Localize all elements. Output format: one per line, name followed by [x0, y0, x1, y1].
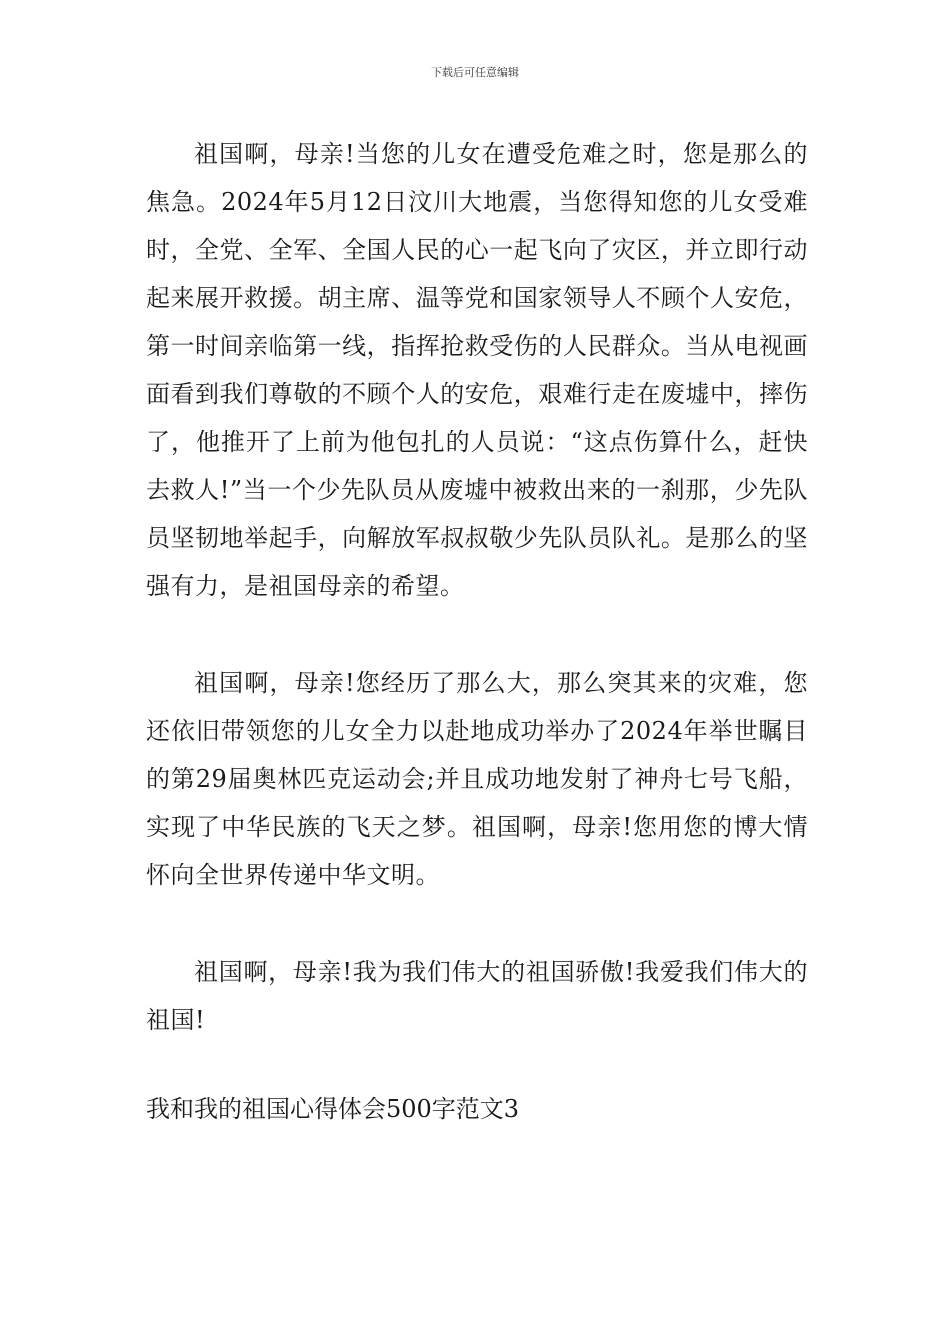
paragraph-1: 祖国啊，母亲!当您的儿女在遭受危难之时，您是那么的焦急。2024年5月12日汶川大地震，当您得知您的儿女受难时，全党、全军、全国人民的心一起飞向了灾区，并立即行动起来展开救援。胡主席、温等党和国家领导人不顾个人安危，第一时间亲临第一线，指挥抢救受伤的人民群众。当从电视画面看到我们尊敬的不顾个人的安危，艰难行走在废墟中，摔伤了，他推开了上前为他包扎的人员说：“这点伤算什么，赶快去救人!”当一个少先队员从废墟中被救出来的一刹那，少先队员坚韧地举起手，向解放军叔叔敬少先队员队礼。是那么的坚强有力，是祖国母亲的希望。 [146, 140, 808, 600]
document-body [146, 130, 808, 1133]
section-title: 我和我的祖国心得体会500字范文3 [146, 1095, 520, 1123]
paragraph-3: 祖国啊，母亲!我为我们伟大的祖国骄傲!我爱我们伟大的祖国! [146, 958, 808, 1034]
paragraph-2: 祖国啊，母亲!您经历了那么大，那么突其来的灾难，您还依旧带领您的儿女全力以赴地成功举办了2024年举世瞩目的第29届奥林匹克运动会;并且成功地发射了神舟七号飞船，实现了中华民族的飞天之梦。祖国啊，母亲!您用您的博大情怀向全世界传递中华文明。 [146, 669, 808, 889]
page-header-note: 下载后可任意编辑 [431, 66, 519, 79]
